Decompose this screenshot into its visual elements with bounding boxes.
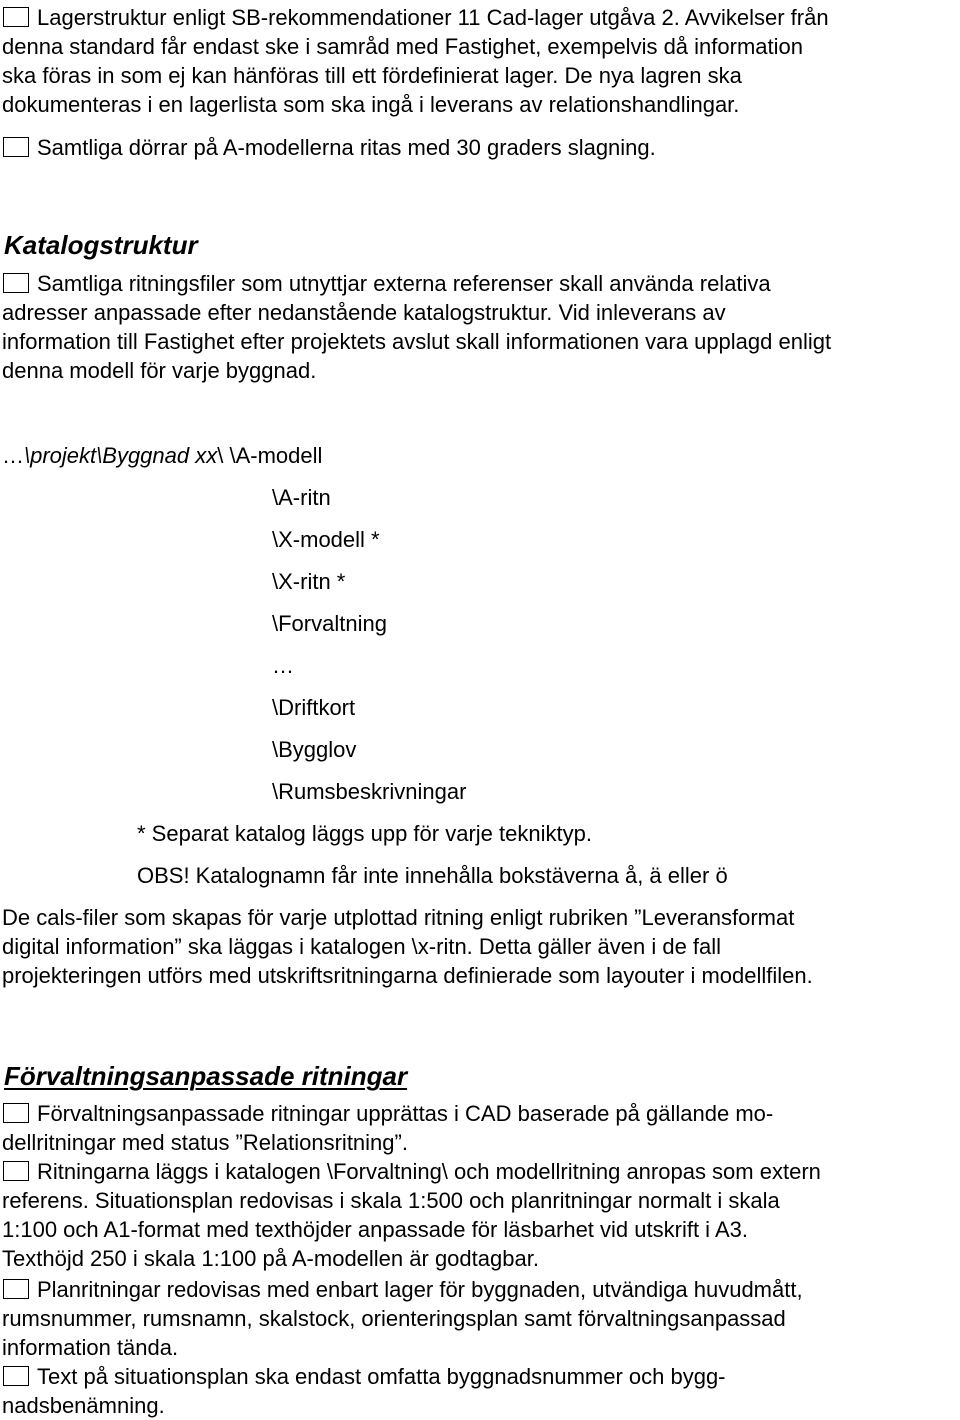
text-line: information tända. — [2, 1335, 179, 1360]
lager-item-2 — [2, 133, 954, 162]
text-line: referens. Situationsplan redovisas i skala 1:500 och planritningar normalt i skala — [2, 1188, 780, 1213]
text-line: Texthöjd 250 i skala 1:100 på A-modellen är godtagbar. — [2, 1246, 539, 1271]
text-line: Samtliga dörrar på A-modellerna ritas med 30 graders slagning. — [37, 135, 656, 160]
text-line: Ritningarna läggs i katalogen \Forvaltning\ och modellritning anropas som extern — [37, 1159, 821, 1184]
checkbox[interactable] — [3, 1366, 29, 1386]
separat-note: * Separat katalog läggs upp för varje tekniktyp. — [137, 821, 592, 846]
path-byggnad: \Byggnad — [96, 443, 196, 468]
forvaltning-item-2 — [2, 1157, 954, 1273]
path-ellipsis: … — [2, 443, 24, 468]
section-heading-katalogstruktur: Katalogstruktur — [4, 230, 198, 260]
text-line: dellritningar med status ”Relationsritning”. — [2, 1130, 408, 1155]
dir-item: \Bygglov — [272, 737, 357, 762]
path-projekt: \projekt — [24, 443, 97, 468]
text-line: denna modell för varje byggnad. — [2, 358, 317, 383]
text-line: denna standard får endast ske i samråd med Fastighet, exempelvis då information — [2, 34, 803, 59]
dir-item: \Forvaltning — [272, 611, 387, 636]
checkbox[interactable] — [3, 137, 29, 157]
checkbox[interactable] — [3, 273, 29, 293]
dir-item: \X-ritn * — [272, 569, 346, 594]
text-line: adresser anpassade efter nedanstående katalogstruktur. Vid inleverans av — [2, 300, 726, 325]
section-heading-forvaltning: Förvaltningsanpassade ritningar — [4, 1061, 408, 1091]
text-line: projekteringen utförs med utskriftsritningarna definierade som layouter i modellfilen. — [2, 963, 813, 988]
cals-paragraph — [2, 903, 954, 990]
path-sep: \ — [217, 443, 230, 468]
text-line: Samtliga ritningsfiler som utnyttjar externa referenser skall använda relativa — [37, 271, 771, 296]
dir-item: \Rumsbeskrivningar — [272, 779, 467, 804]
checkbox[interactable] — [3, 1279, 29, 1299]
text-line: ska föras in som ej kan hänföras till ett fördefinierat lager. De nya lagren ska — [2, 63, 742, 88]
path-amodell: \A-modell — [229, 443, 323, 468]
dir-item: \A-ritn — [272, 485, 331, 510]
dir-item: … — [272, 653, 294, 678]
path-root — [2, 441, 322, 470]
dir-item: \X-modell * — [272, 527, 380, 552]
obs-note: OBS! Katalognamn får inte innehålla bokstäverna å, ä eller ö — [137, 863, 728, 888]
forvaltning-item-4 — [2, 1362, 954, 1420]
lager-item-1 — [2, 3, 954, 119]
forvaltning-item-1 — [2, 1099, 954, 1157]
text-line: Lagerstruktur enligt SB-rekommendationer 11 Cad-lager utgåva 2. Avvikelser från — [37, 5, 829, 30]
katalog-item-1 — [2, 269, 954, 385]
text-line: digital information” ska läggas i katalogen \x-ritn. Detta gäller även i de fall — [2, 934, 722, 959]
text-line: Förvaltningsanpassade ritningar upprättas i CAD baserade på gällande mo- — [37, 1101, 774, 1126]
text-line: information till Fastighet efter projektets avslut skall informationen vara upplagd enligt — [2, 329, 832, 354]
text-line: De cals-filer som skapas för varje utplottad ritning enligt rubriken ”Leveransformat — [2, 905, 795, 930]
text-line: Planritningar redovisas med enbart lager för byggnaden, utvändiga huvudmått, — [37, 1277, 803, 1302]
checkbox[interactable] — [3, 7, 29, 27]
forvaltning-item-3 — [2, 1275, 954, 1362]
text-line: dokumenteras i en lagerlista som ska ingå i leverans av relationshandlingar. — [2, 92, 740, 117]
text-line: Text på situationsplan ska endast omfatta byggnadsnummer och bygg- — [37, 1364, 726, 1389]
text-line: nadsbenämning. — [2, 1393, 165, 1418]
path-xx: xx — [195, 443, 218, 468]
dir-item: \Driftkort — [272, 695, 356, 720]
text-line: 1:100 och A1-format med texthöjder anpassade för läsbarhet vid utskrift i A3. — [2, 1217, 748, 1242]
text-line: rumsnummer, rumsnamn, skalstock, orienteringsplan samt förvaltningsanpassad — [2, 1306, 786, 1331]
checkbox[interactable] — [3, 1103, 29, 1123]
checkbox[interactable] — [3, 1161, 29, 1181]
